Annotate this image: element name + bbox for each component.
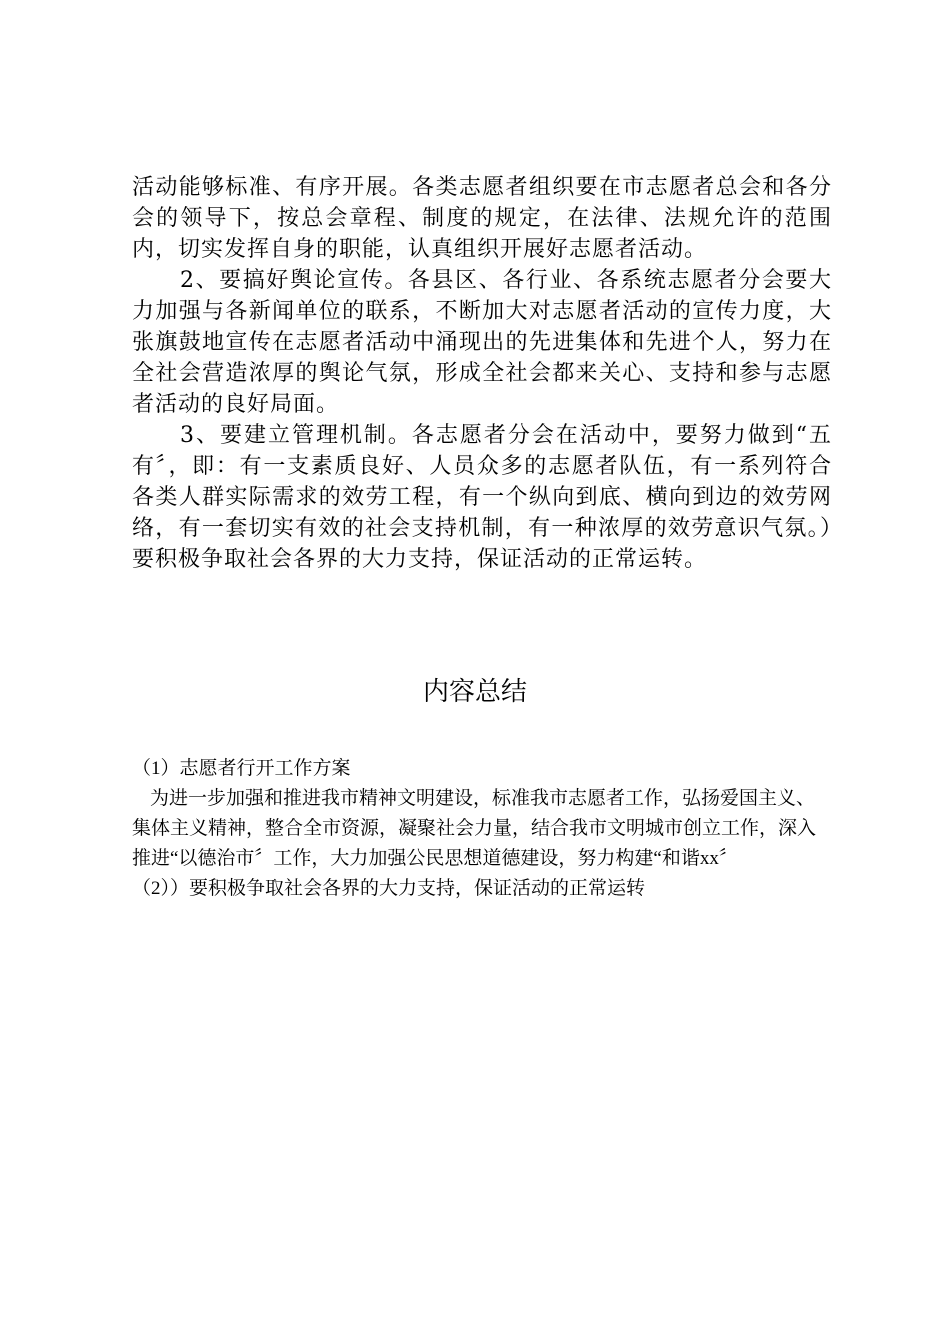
summary-heading: 内容总结 <box>422 677 527 707</box>
summary-section <box>132 754 832 904</box>
body-paragraph-2: 2、要搞好舆论宣传。各县区、各行业、各系统志愿者分会要大力加强与各新闻单位的联系，不断加大对志愿者活动的宣传力度，大张旗鼓地宣传在志愿者活动中涌现出的先进集体和先进个人，努力在全社会营造浓厚的舆论气氛，形成全社会都来关心、支持和参与志愿者活动的良好局面。 <box>132 268 832 417</box>
body-text <box>132 172 832 575</box>
body-paragraph-3: 3、要建立管理机制。各志愿者分会在活动中，要努力做到“五有〞，即：有一支素质良好、人员众多的志愿者队伍，有一系列符合各类人群实际需求的效劳工程，有一个纵向到底、横向到边的效劳网络，有一套切实有效的社会支持机制，有一种浓厚的效劳意识气氛。）要积极争取社会各界的大力支持，保证活动的正常运转。 <box>132 423 832 572</box>
summary-item-2: 为进一步加强和推进我市精神文明建设，标准我市志愿者工作，弘扬爱国主义、集体主义精神，整合全市资源，凝聚社会力量，结合我市文明城市创立工作，深入推进“以德治市〞工作，大力加强公民思想道德建设，努力构建“和谐xx〞 <box>132 788 817 869</box>
body-paragraph-1: 活动能够标准、有序开展。各类志愿者组织要在市志愿者总会和各分会的领导下，按总会章程、制度的规定，在法律、法规允许的范围内，切实发挥自身的职能，认真组织开展好志愿者活动。 <box>132 175 832 262</box>
summary-item-1: （1）志愿者行开工作方案 <box>132 758 351 779</box>
summary-item-3: （2））要积极争取社会各界的大力支持，保证活动的正常运转 <box>132 878 646 899</box>
